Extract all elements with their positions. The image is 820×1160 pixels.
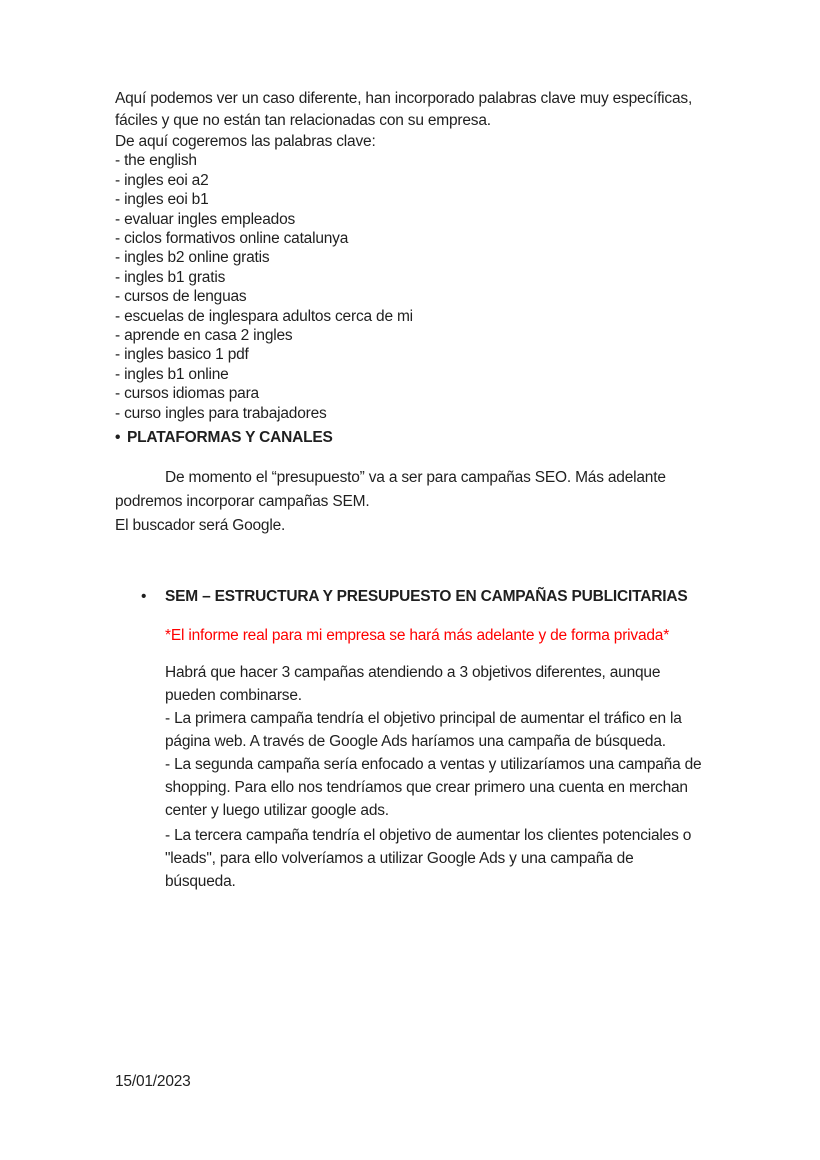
intro-line: Aquí podemos ver un caso diferente, han incorporado palabras clave muy específicas, [115,90,693,107]
sem-paragraph-line: página web. A través de Google Ads haríamos una campaña de búsqueda. [165,733,666,751]
keyword-item: - escuelas de inglespara adultos cerca de mi [115,307,413,325]
keyword-item: - aprende en casa 2 ingles [115,327,293,345]
bullet-icon: • [141,588,147,606]
keywords-block [115,132,765,423]
keyword-item: - ingles eoi a2 [115,171,209,189]
platforms-paragraph-line: De momento el “presupuesto” va a ser para campañas SEO. Más adelante [165,469,666,487]
keyword-item: - ingles basico 1 pdf [115,346,249,364]
keyword-item: - the english [115,152,197,170]
keyword-item: - cursos de lenguas [115,288,247,306]
platforms-title: PLATAFORMAS Y CANALES [127,429,333,447]
sem-paragraph-line: "leads", para ello volveríamos a utilizar Google Ads y una campaña de [165,850,634,868]
keywords-heading: De aquí cogeremos las palabras clave: [115,133,376,150]
sem-paragraph-line: - La tercera campaña tendría el objetivo de aumentar los clientes potenciales o [165,827,692,845]
keyword-item: - ciclos formativos online catalunya [115,230,349,248]
sem-paragraph-line: pueden combinarse. [165,687,302,705]
sem-paragraph-2 [165,824,765,893]
sem-paragraph-line: center y luego utilizar google ads. [165,802,389,820]
sem-paragraph-line: búsqueda. [165,873,236,891]
sem-paragraph-line: Habrá que hacer 3 campañas atendiendo a 3 objetivos diferentes, aunque [165,664,661,682]
keyword-item: - ingles b2 online gratis [115,249,270,267]
platforms-paragraph-line: El buscador será Google. [115,517,286,535]
keyword-item: - ingles b1 gratis [115,268,226,286]
document-content [115,88,765,893]
keyword-item: - cursos idiomas para [115,385,259,403]
platforms-paragraph-line: podremos incorporar campañas SEM. [115,493,370,511]
section-sem-header [115,587,765,607]
intro-paragraph [115,88,765,132]
bullet-icon: • [115,429,121,447]
private-note: *El informe real para mi empresa se hará más adelante y de forma privada* [165,627,670,645]
intro-line: fáciles y que no están tan relacionadas con su empresa. [115,112,491,129]
keyword-list [115,151,765,423]
sem-paragraph-line: - La primera campaña tendría el objetivo principal de aumentar el tráfico en la [165,710,682,728]
sem-title: SEM – ESTRUCTURA Y PRESUPUESTO EN CAMPAÑAS PUBLICITARIAS [165,588,688,606]
footer-date: 15/01/2023 [115,1073,191,1090]
platforms-paragraph [115,466,765,538]
sem-paragraph-line: - La segunda campaña sería enfocado a ventas y utilizaríamos una campaña de [165,756,702,774]
keyword-item: - evaluar ingles empleados [115,210,296,228]
keyword-item: - ingles b1 online [115,365,229,383]
section-platforms-header [115,428,765,448]
sem-paragraph-line: shopping. Para ello nos tendríamos que crear primero una cuenta en merchan [165,779,688,797]
keyword-item: - ingles eoi b1 [115,191,209,209]
keyword-item: - curso ingles para trabajadores [115,404,327,422]
sem-paragraph-1 [165,661,765,822]
